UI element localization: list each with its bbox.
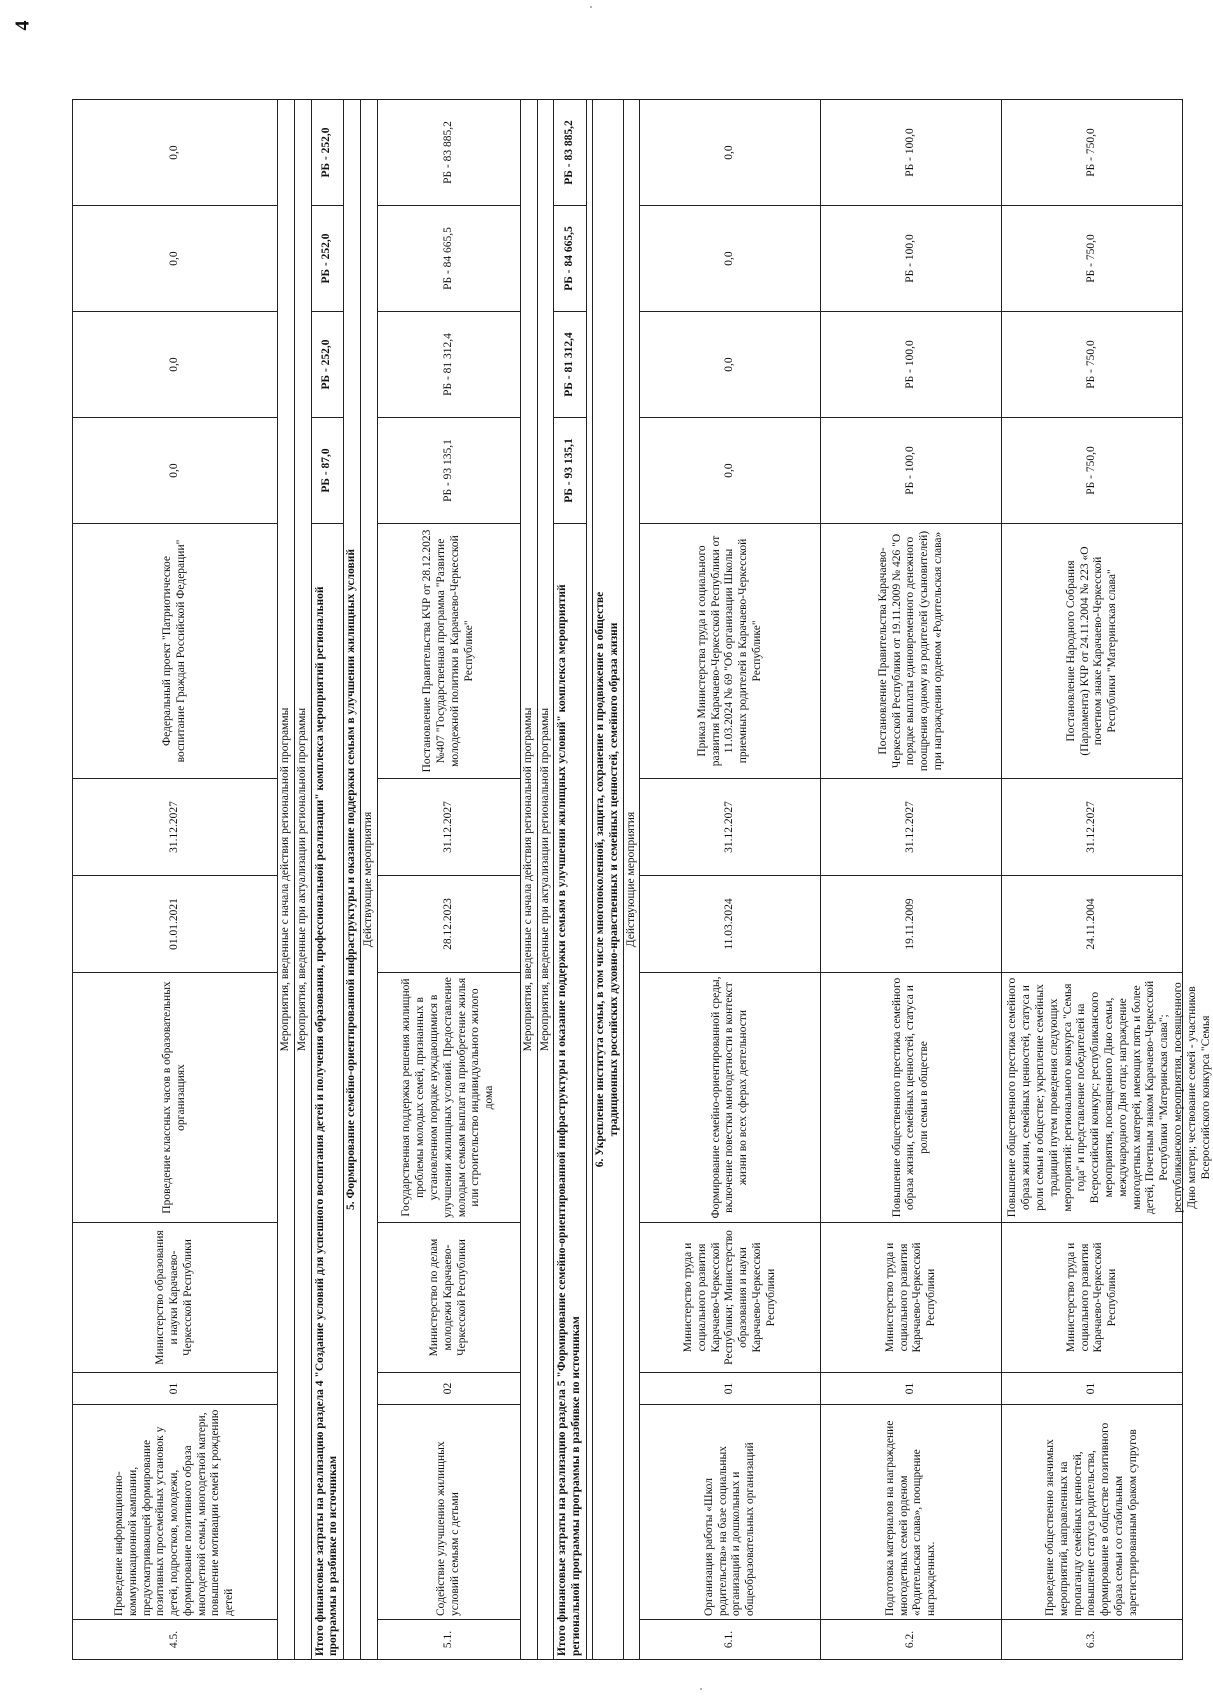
funding-value: 0,0 <box>640 100 821 206</box>
table-row <box>1002 100 1183 1660</box>
expected-result-text: Повышение общественного престижа семейного образа жизни, семейных ценностей, статуса и роли семьи в обществе; укрепление семейных традиций путем проведения следующих мероприятий: регионального конкурса "Семья года" и представление победителей на Всероссийский конкурс; республиканского мероприятия, посвященного Дню семьи, международного Дня отца; награждение многодетных матерей, имеющих пять и более детей, Почетным знаком Карачаево-Черкесской Республики "Материнская слава"; республиканского мероприятия, посвященного Дню матери; чествование семей - участников Всероссийского конкурса "Семья <box>1006 977 1212 1218</box>
total-row <box>554 100 587 1660</box>
funding-value: 0,0 <box>73 100 278 206</box>
funding-value: РБ - 100,0 <box>821 206 1002 312</box>
funding-value: 0,0 <box>640 312 821 418</box>
measures-table <box>72 99 1212 1660</box>
start-date: 24.11.2004 <box>1002 876 1183 973</box>
total-row <box>311 100 344 1660</box>
funding-value: РБ - 750,0 <box>1002 206 1183 312</box>
total-value: РБ - 252,0 <box>311 100 344 206</box>
funding-value: 0,0 <box>73 418 278 524</box>
expected-result: Повышение общественного престижа семейного образа жизни, семейных ценностей, статуса и роли семьи в обществе <box>821 973 1002 1223</box>
funding-value: РБ - 750,0 <box>1002 418 1183 524</box>
code: 01 <box>640 1373 821 1405</box>
start-date: 11.03.2024 <box>640 876 821 973</box>
row-number: 6.3. <box>1002 1620 1183 1660</box>
end-date: 31.12.2027 <box>640 779 821 876</box>
row-number: 6.2. <box>821 1620 1002 1660</box>
funding-value: РБ - 100,0 <box>821 418 1002 524</box>
executor: Министерство образования и науки Карачаево-Черкесской Республики <box>73 1223 278 1373</box>
legal-basis: Федеральный проект "Патриотическое воспитание Граждан Российской Федерации" <box>73 524 278 779</box>
total-value: РБ - 83 885,2 <box>554 100 587 206</box>
end-date: 31.12.2027 <box>377 779 520 876</box>
code: 02 <box>377 1373 520 1405</box>
funding-value: РБ - 750,0 <box>1002 100 1183 206</box>
table-row <box>821 100 1002 1660</box>
measure-name: Подготовка материалов на награждение многодетных семей орденом «Родительская слава», поощрение награжденных. <box>821 1405 1002 1620</box>
total-value: РБ - 93 135,1 <box>554 418 587 524</box>
section-row <box>344 100 361 1660</box>
measure-name: Организация работы «Школ родительства» на базе социальных организаций и дошкольных и общеобразовательных организаций <box>640 1405 821 1620</box>
legal-basis: Постановление Правительства КЧР от 28.12.2023 №407 "Государственная программа "Развитие молодежной политики в Карачаево-Черкесской Республике" <box>377 524 520 779</box>
table-row <box>640 100 821 1660</box>
total-value: РБ - 81 312,4 <box>554 312 587 418</box>
funding-value: 0,0 <box>640 418 821 524</box>
code: 01 <box>821 1373 1002 1405</box>
section-row <box>278 100 295 1660</box>
section-label: Мероприятия, введенные при актуализации региональной программы <box>294 100 311 1660</box>
total-value: РБ - 84 665,5 <box>554 206 587 312</box>
funding-value: РБ - 81 312,4 <box>377 312 520 418</box>
start-date: 19.11.2009 <box>821 876 1002 973</box>
start-date: 01.01.2021 <box>73 876 278 973</box>
section-label: Действующие мероприятия <box>360 100 377 1660</box>
section-title: 5. Формирование семейно-ориентированной инфраструктуры и оказание поддержки семьям в улучшении жилищных условий <box>344 100 361 1660</box>
total-label: Итого финансовые затраты на реализацию раздела 4 "Создание условий для успешного воспитания детей и получения образования, профессиональной реализации" комплекса мероприятий региональной программы в разбивке по источникам <box>311 524 344 1660</box>
section-row <box>623 100 640 1660</box>
rotated-sheet <box>72 100 1212 1660</box>
section-title <box>592 100 623 1660</box>
executor: Министерство труда и социального развития Карачаево-Черкесской Республики <box>821 1223 1002 1373</box>
section-label: Действующие мероприятия <box>623 100 640 1660</box>
expected-result: Формирование семейно-ориентированной среды, включение повестки многодетности в контекст жизни во всех сферах деятельности <box>640 973 821 1223</box>
row-number: 4.5. <box>73 1620 278 1660</box>
executor: Министерство по делам молодежи Карачаево-Черкесской Республики <box>377 1223 520 1373</box>
expected-result: Государственная поддержка решения жилищной проблемы молодых семей, признанных в установленном порядке нуждающимися в улучшении жилищных условий. Предоставление молодым семьям выплат на приобретение жилья или строительство индивидуального жилого дома <box>377 973 520 1223</box>
legal-basis: Постановление Народного Собрания (Парламента) КЧР от 24.11.2004 № 223 «О почетном знаке Карачаево-Черкесской Республики "Материнская слава" <box>1002 524 1183 779</box>
legal-basis: Приказ Министерства труда и социального развития Карачаево-Черкесской Республики от 11.03.2024 № 69 "Об организации Школы приемных родителей в Карачаево-Черкесской Республике" <box>640 524 821 779</box>
scan-speck <box>590 6 592 8</box>
funding-value: РБ - 750,0 <box>1002 312 1183 418</box>
code: 01 <box>73 1373 278 1405</box>
row-number: 5.1. <box>377 1620 520 1660</box>
expected-result: Проведение классных часов в образовательных организациях <box>73 973 278 1223</box>
measure-name: Проведение общественно значимых мероприятий, направленных на пропаганду семейных ценностей, повышение статуса родительства, формирование в обществе позитивного образа семьи со стабильным зарегистрированным браком супругов <box>1002 1405 1183 1620</box>
section-row <box>360 100 377 1660</box>
start-date: 28.12.2023 <box>377 876 520 973</box>
expected-result <box>1002 973 1212 1223</box>
funding-value: РБ - 100,0 <box>821 312 1002 418</box>
funding-value: 0,0 <box>640 206 821 312</box>
funding-value: 0,0 <box>73 206 278 312</box>
measure-name: Проведение информационно-коммуникационной кампании, предусматривающей формирование позитивных просемейных установок у детей, подростков, молодежи, формирование позитивного образа многодетной семьи, многодетной матери, повышение мотивации семей к рождению детей <box>73 1405 278 1620</box>
end-date: 31.12.2027 <box>821 779 1002 876</box>
measure-name: Содействие улучшению жилищных условий семьям с детьми <box>377 1405 520 1620</box>
total-value: РБ - 87,0 <box>311 418 344 524</box>
funding-value: РБ - 83 885,2 <box>377 100 520 206</box>
section-label: Мероприятия, введенные с начала действия региональной программы <box>520 100 537 1660</box>
total-label: Итого финансовые затраты на реализацию раздела 5 "Формирование семейно-ориентированной инфраструктуры и оказание поддержки семьям в улучшении жилищных условий" комплекса мероприятий региональной программы программы в разбивке по источникам <box>554 524 587 1660</box>
total-value: РБ - 252,0 <box>311 206 344 312</box>
end-date: 31.12.2027 <box>1002 779 1183 876</box>
scan-speck <box>700 1688 702 1690</box>
row-number: 6.1. <box>640 1620 821 1660</box>
table-row <box>73 100 278 1660</box>
section-title-line: 6. Укрепление института семьи, в том числе многопоколенной, защита, сохранение и продвижение в обществе <box>593 591 606 1168</box>
section-row <box>520 100 537 1660</box>
legal-basis: Постановление Правительства Карачаево-Черкесской Республики от 19.11.2009 № 426 "О порядке выплаты единовременного денежного поощрения одному из родителей (усыновителей) при награждении орденом «Родительская слава» <box>821 524 1002 779</box>
executor: Министерство труда и социального развития Карачаево-Черкесской Республики <box>1002 1223 1183 1373</box>
section-row <box>592 100 623 1660</box>
total-value: РБ - 252,0 <box>311 312 344 418</box>
section-row <box>294 100 311 1660</box>
section-title-line: традиционных российских духовно-нравственных и семейных ценностей, семейного образа жизни <box>607 622 620 1137</box>
section-row <box>537 100 554 1660</box>
page-marker: 4 <box>11 20 34 31</box>
funding-value: РБ - 84 665,5 <box>377 206 520 312</box>
executor: Министерство труда и социального развития Карачаево-Черкесской Республики; Министерство образования и науки Карачаево-Черкесской Республики <box>640 1223 821 1373</box>
section-label: Мероприятия, введенные с начала действия региональной программы <box>278 100 295 1660</box>
funding-value: РБ - 100,0 <box>821 100 1002 206</box>
code: 01 <box>1002 1373 1183 1405</box>
section-label: Мероприятия, введенные при актуализации региональной программы <box>537 100 554 1660</box>
table-row <box>377 100 520 1660</box>
funding-value: РБ - 93 135,1 <box>377 418 520 524</box>
end-date: 31.12.2027 <box>73 779 278 876</box>
funding-value: 0,0 <box>73 312 278 418</box>
